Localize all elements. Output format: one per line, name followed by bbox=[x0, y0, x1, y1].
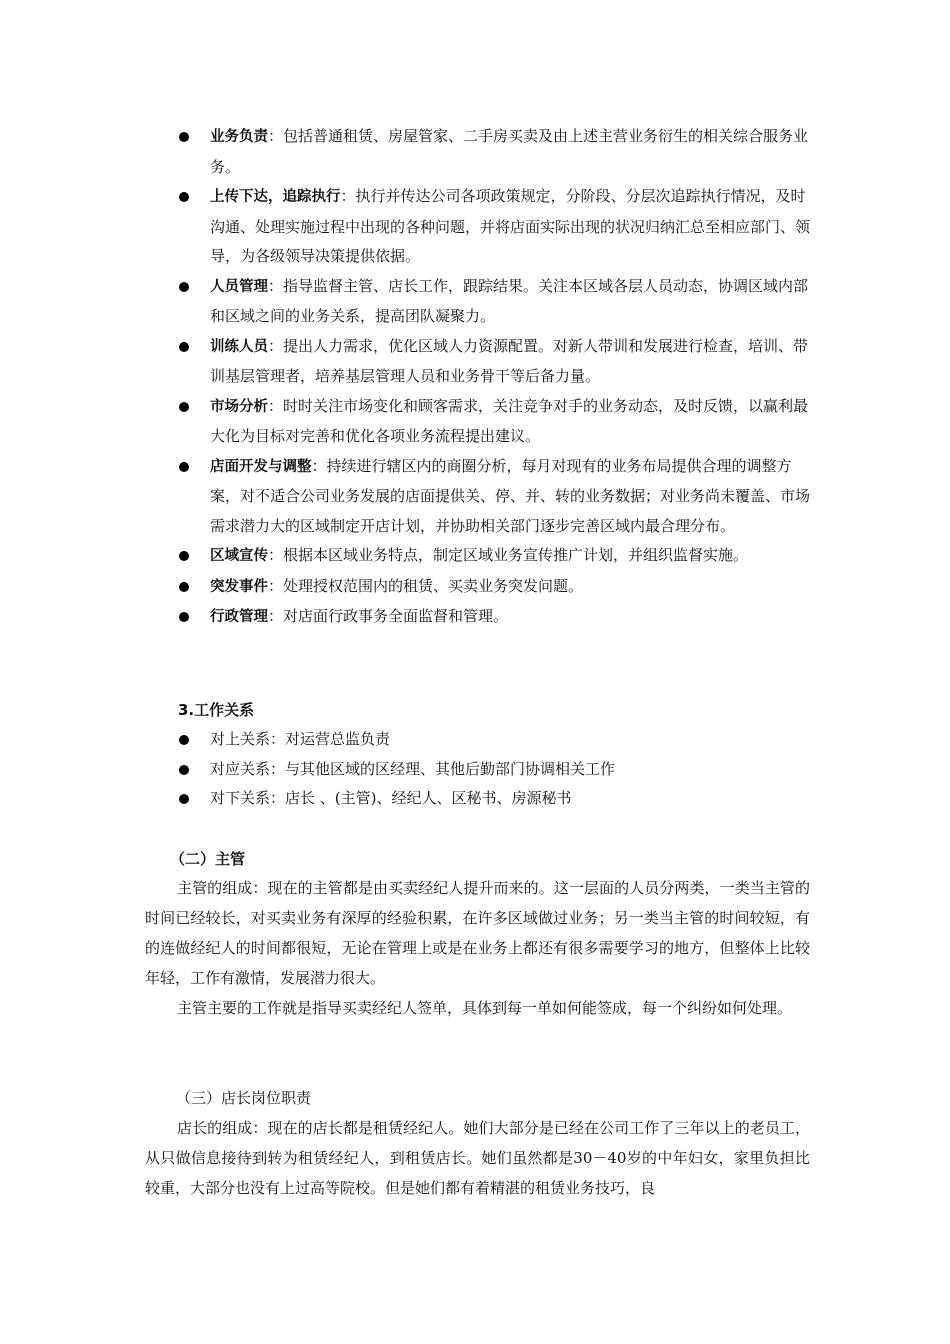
duty-text: 包括普通租赁、房屋管家、二手房买卖及由上述主营业务衍生的相关综合服务业务。 bbox=[210, 127, 809, 176]
bullet-icon bbox=[179, 794, 189, 804]
list-item: 训练人员：提出人力需求，优化区域人力资源配置。对新人带训和发展进行检查，培训、带训基层管理者，培养基层管理人员和业务骨干等后备力量。 bbox=[0, 332, 810, 392]
list-item: 人员管理：指导监督主管、店长工作，跟踪结果。关注本区域各层人员动态，协调区域内部和区域之间的业务关系，提高团队凝聚力。 bbox=[0, 272, 810, 332]
duty-text: 执行并传达公司各项政策规定，分阶段、分层次追踪执行情况，及时沟通、处理实施过程中出现的各种问题，并将店面实际出现的状况归纳汇总至相应部门、领导，为各级领导决策提供依据。 bbox=[210, 187, 811, 265]
duty-term: 上传下达，追踪执行 bbox=[210, 189, 341, 205]
list-item bbox=[0, 784, 810, 814]
duty-text: 根据本区域业务特点，制定区域业务宣传推广计划，并组织监督实施。 bbox=[283, 546, 749, 564]
relation-text: 对应关系：与其他区域的区经理、其他后勤部门协调相关工作 bbox=[210, 759, 616, 778]
duty-text: 持续进行辖区内的商圈分析，每月对现有的业务布局提供合理的调整方案，对不适合公司业务发展的店面提供关、停、并、转的业务数据；对业务尚未覆盖、市场需求潜力大的区域制定开店计划，并协助相关部门逐步完善区域内最合理分布。 bbox=[210, 456, 811, 535]
list-item: 市场分析：时时关注市场变化和顾客需求，关注竞争对手的业务动态，及时反馈，以赢利最大化为目标对完善和优化各项业务流程提出建议。 bbox=[0, 392, 810, 452]
duty-text: 处理授权范围内的租赁、买卖业务突发问题。 bbox=[283, 576, 584, 595]
paragraph: 店长的组成：现在的店长都是租赁经纪人。她们大部分是已经在公司工作了三年以上的老员工，从只做信息接待到转为租赁经纪人，到租赁店长。她们虽然都是30－40岁的中年妇女，家里负担比较重，大部分也没有上过高等院校。但是她们都有着精湛的租赁业务技巧，良 bbox=[145, 1119, 810, 1197]
duty-text: 指导监督主管、店长工作，跟踪结果。关注本区域各层人员动态，协调区域内部和区域之间的业务关系，提高团队凝聚力。 bbox=[210, 276, 809, 325]
duty-term: 突发事件 bbox=[210, 578, 268, 595]
bullet-icon bbox=[179, 132, 189, 142]
duty-text: 对店面行政事务全面监督和管理。 bbox=[283, 607, 509, 625]
duty-text: 时时关注市场变化和顾客需求，关注竞争对手的业务动态，及时反馈，以赢利最大化为目标对完善和优化各项业务流程提出建议。 bbox=[210, 396, 809, 445]
duty-term: 区域宣传 bbox=[210, 548, 268, 564]
bullet-icon bbox=[179, 551, 189, 561]
section-heading: 3.工作关系 bbox=[178, 701, 255, 719]
duty-term: 人员管理 bbox=[210, 278, 268, 295]
bullet-icon bbox=[179, 462, 189, 472]
duty-term: 店面开发与调整 bbox=[210, 458, 312, 475]
relation-text: 对上关系：对运营总监负责 bbox=[210, 730, 391, 748]
bullet-icon bbox=[179, 402, 189, 412]
bullet-icon bbox=[179, 192, 189, 202]
duty-text: 提出人力需求，优化区域人力资源配置。对新人带训和发展进行检查，培训、带训基层管理者，培养基层管理人员和业务骨干等后备力量。 bbox=[210, 336, 809, 385]
bullet-icon bbox=[179, 342, 189, 352]
list-item: 店面开发与调整：持续进行辖区内的商圈分析，每月对现有的业务布局提供合理的调整方案，对不适合公司业务发展的店面提供关、停、并、转的业务数据；对业务尚未覆盖、市场需求潜力大的区域制定开店计划，并协助相关部门逐步完善区域内最合理分布。 bbox=[0, 452, 810, 542]
list-item bbox=[0, 755, 810, 785]
bullet-icon bbox=[179, 282, 189, 292]
bullet-icon bbox=[179, 612, 189, 622]
list-item: 行政管理：对店面行政事务全面监督和管理。 bbox=[0, 602, 810, 633]
duty-term: 业务负责 bbox=[210, 129, 268, 145]
bullet-icon bbox=[179, 582, 189, 592]
list-item: 区域宣传：根据本区域业务特点，制定区域业务宣传推广计划，并组织监督实施。 bbox=[0, 541, 810, 572]
duties-list bbox=[0, 122, 950, 633]
relations-list bbox=[0, 725, 950, 814]
duty-term: 市场分析 bbox=[210, 398, 268, 415]
list-item bbox=[0, 725, 810, 755]
section-heading: （二）主管 bbox=[170, 850, 246, 868]
section-heading: （三）店长岗位职责 bbox=[176, 1089, 312, 1107]
duty-term: 训练人员 bbox=[210, 338, 268, 355]
paragraph: 主管的组成：现在的主管都是由买卖经纪人提升而来的。这一层面的人员分两类，一类当主管的时间已经较长，对买卖业务有深厚的经验积累，在许多区域做过业务；另一类当主管的时间较短，有的连做经纪人的时间都很短，无论在管理上或是在业务上都还有很多需要学习的地方，但整体上比较年轻，工作有激情，发展潜力很大。 bbox=[145, 879, 810, 987]
relation-text: 对下关系：店长 、(主管)、经纪人、区秘书、房源秘书 bbox=[210, 789, 572, 807]
bullet-icon bbox=[179, 735, 189, 745]
list-item: 上传下达，追踪执行：执行并传达公司各项政策规定，分阶段、分层次追踪执行情况，及时沟通、处理实施过程中出现的各种问题，并将店面实际出现的状况归纳汇总至相应部门、领导，为各级领导决策提供依据。 bbox=[0, 182, 810, 272]
duty-term: 行政管理 bbox=[210, 609, 268, 625]
bullet-icon bbox=[179, 765, 189, 775]
list-item: 业务负责：包括普通租赁、房屋管家、二手房买卖及由上述主营业务衍生的相关综合服务业务。 bbox=[0, 122, 810, 182]
paragraph: 主管主要的工作就是指导买卖经纪人签单，具体到每一单如何能签成，每一个纠纷如何处理。 bbox=[177, 999, 793, 1017]
list-item: 突发事件：处理授权范围内的租赁、买卖业务突发问题。 bbox=[0, 572, 810, 603]
